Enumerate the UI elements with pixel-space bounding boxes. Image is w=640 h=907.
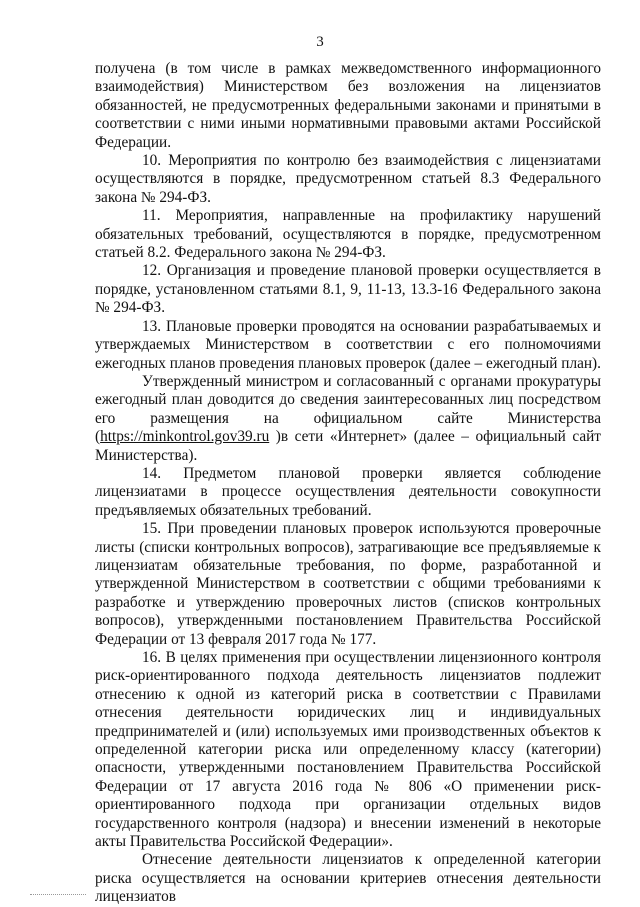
paragraph-continuation: получена (в том числе в рамках межведомственного информационного взаимодействия) Министерством без возложения на лицензиатов обязанностей, не предусмотренных федеральными законами и принятыми в соответствии с ними иными нормативными правовыми актами Российской Федерации. bbox=[95, 60, 601, 151]
document-body bbox=[95, 60, 601, 907]
footer-rule bbox=[30, 894, 86, 895]
paragraph-15: 15. При проведении плановых проверок используются проверочные листы (списки контрольных вопросов), затрагивающие все предъявляемые к лицензиатам обязательные требования, по форме, разработанной и утвержденной Министерством в соответствии с общими требованиями к разработке и утверждению проверочных листов (списков контрольных вопросов), утвержденными постановлением Правительства Российской Федерации от 13 февраля 2017 года № 177. bbox=[95, 520, 601, 648]
paragraph-16: 16. В целях применения при осуществлении лицензионного контроля риск-ориентированного подхода деятельность лицензиатов подлежит отнесению к одной из категорий риска в соответствии с Правилами отнесения деятельности юридических лиц и индивидуальных предпринимателей и (или) используемых ими производственных объектов к определенной категории риска или определенному классу (категории) опасности, утвержденными постановлением Правительства Российской Федерации от 17 августа 2016 года № 806 «О применении риск-ориентированного подхода при организации отдельных видов государственного контроля (надзора) и внесении изменений в некоторые акты Правительства Российской Федерации». bbox=[95, 649, 601, 851]
paragraph-13-text-after: )в сети «Интернет» (далее – официальный сайт Министерства). bbox=[95, 428, 601, 464]
paragraph-10: 10. Мероприятия по контролю без взаимодействия с лицензиатами осуществляются в порядке, предусмотренном статьей 8.3 Федерального закона № 294-ФЗ. bbox=[95, 152, 601, 206]
paragraph-14: 14. Предметом плановой проверки является соблюдение лицензиатами в процессе осуществления деятельности совокупности предъявляемых обязательных требований. bbox=[95, 464, 601, 519]
paragraph-12: 12. Организация и проведение плановой проверки осуществляется в порядке, установленном статьями 8.1, 9, 11-13, 13.3-16 Федерального закона № 294-ФЗ. bbox=[95, 262, 601, 317]
paragraph-13-plan-publication bbox=[95, 373, 601, 465]
paragraph-16-risk-category: Отнесение деятельности лицензиатов к определенной категории риска осуществляется на основании критериев отнесения деятельности лицензиатов bbox=[95, 851, 601, 906]
paragraph-11: 11. Мероприятия, направленные на профилактику нарушений обязательных требований, осуществляются в порядке, предусмотренном статьей 8.2. Федерального закона № 294-ФЗ. bbox=[95, 207, 601, 262]
ministry-site-link[interactable]: https://minkontrol.gov39.ru bbox=[100, 428, 270, 446]
paragraph-13-text-before: Утвержденный министром и согласованный с органами прокуратуры ежегодный план доводится до сведения заинтересованных лиц посредством его размещения на официальном сайте Министерства ( bbox=[95, 372, 601, 446]
paragraph-13: 13. Плановые проверки проводятся на основании разрабатываемых и утверждаемых Министерством в соответствии с его полномочиями ежегодных планов проведения плановых проверок (далее – ежегодный план). bbox=[95, 317, 601, 372]
page-number: 3 bbox=[316, 34, 324, 50]
